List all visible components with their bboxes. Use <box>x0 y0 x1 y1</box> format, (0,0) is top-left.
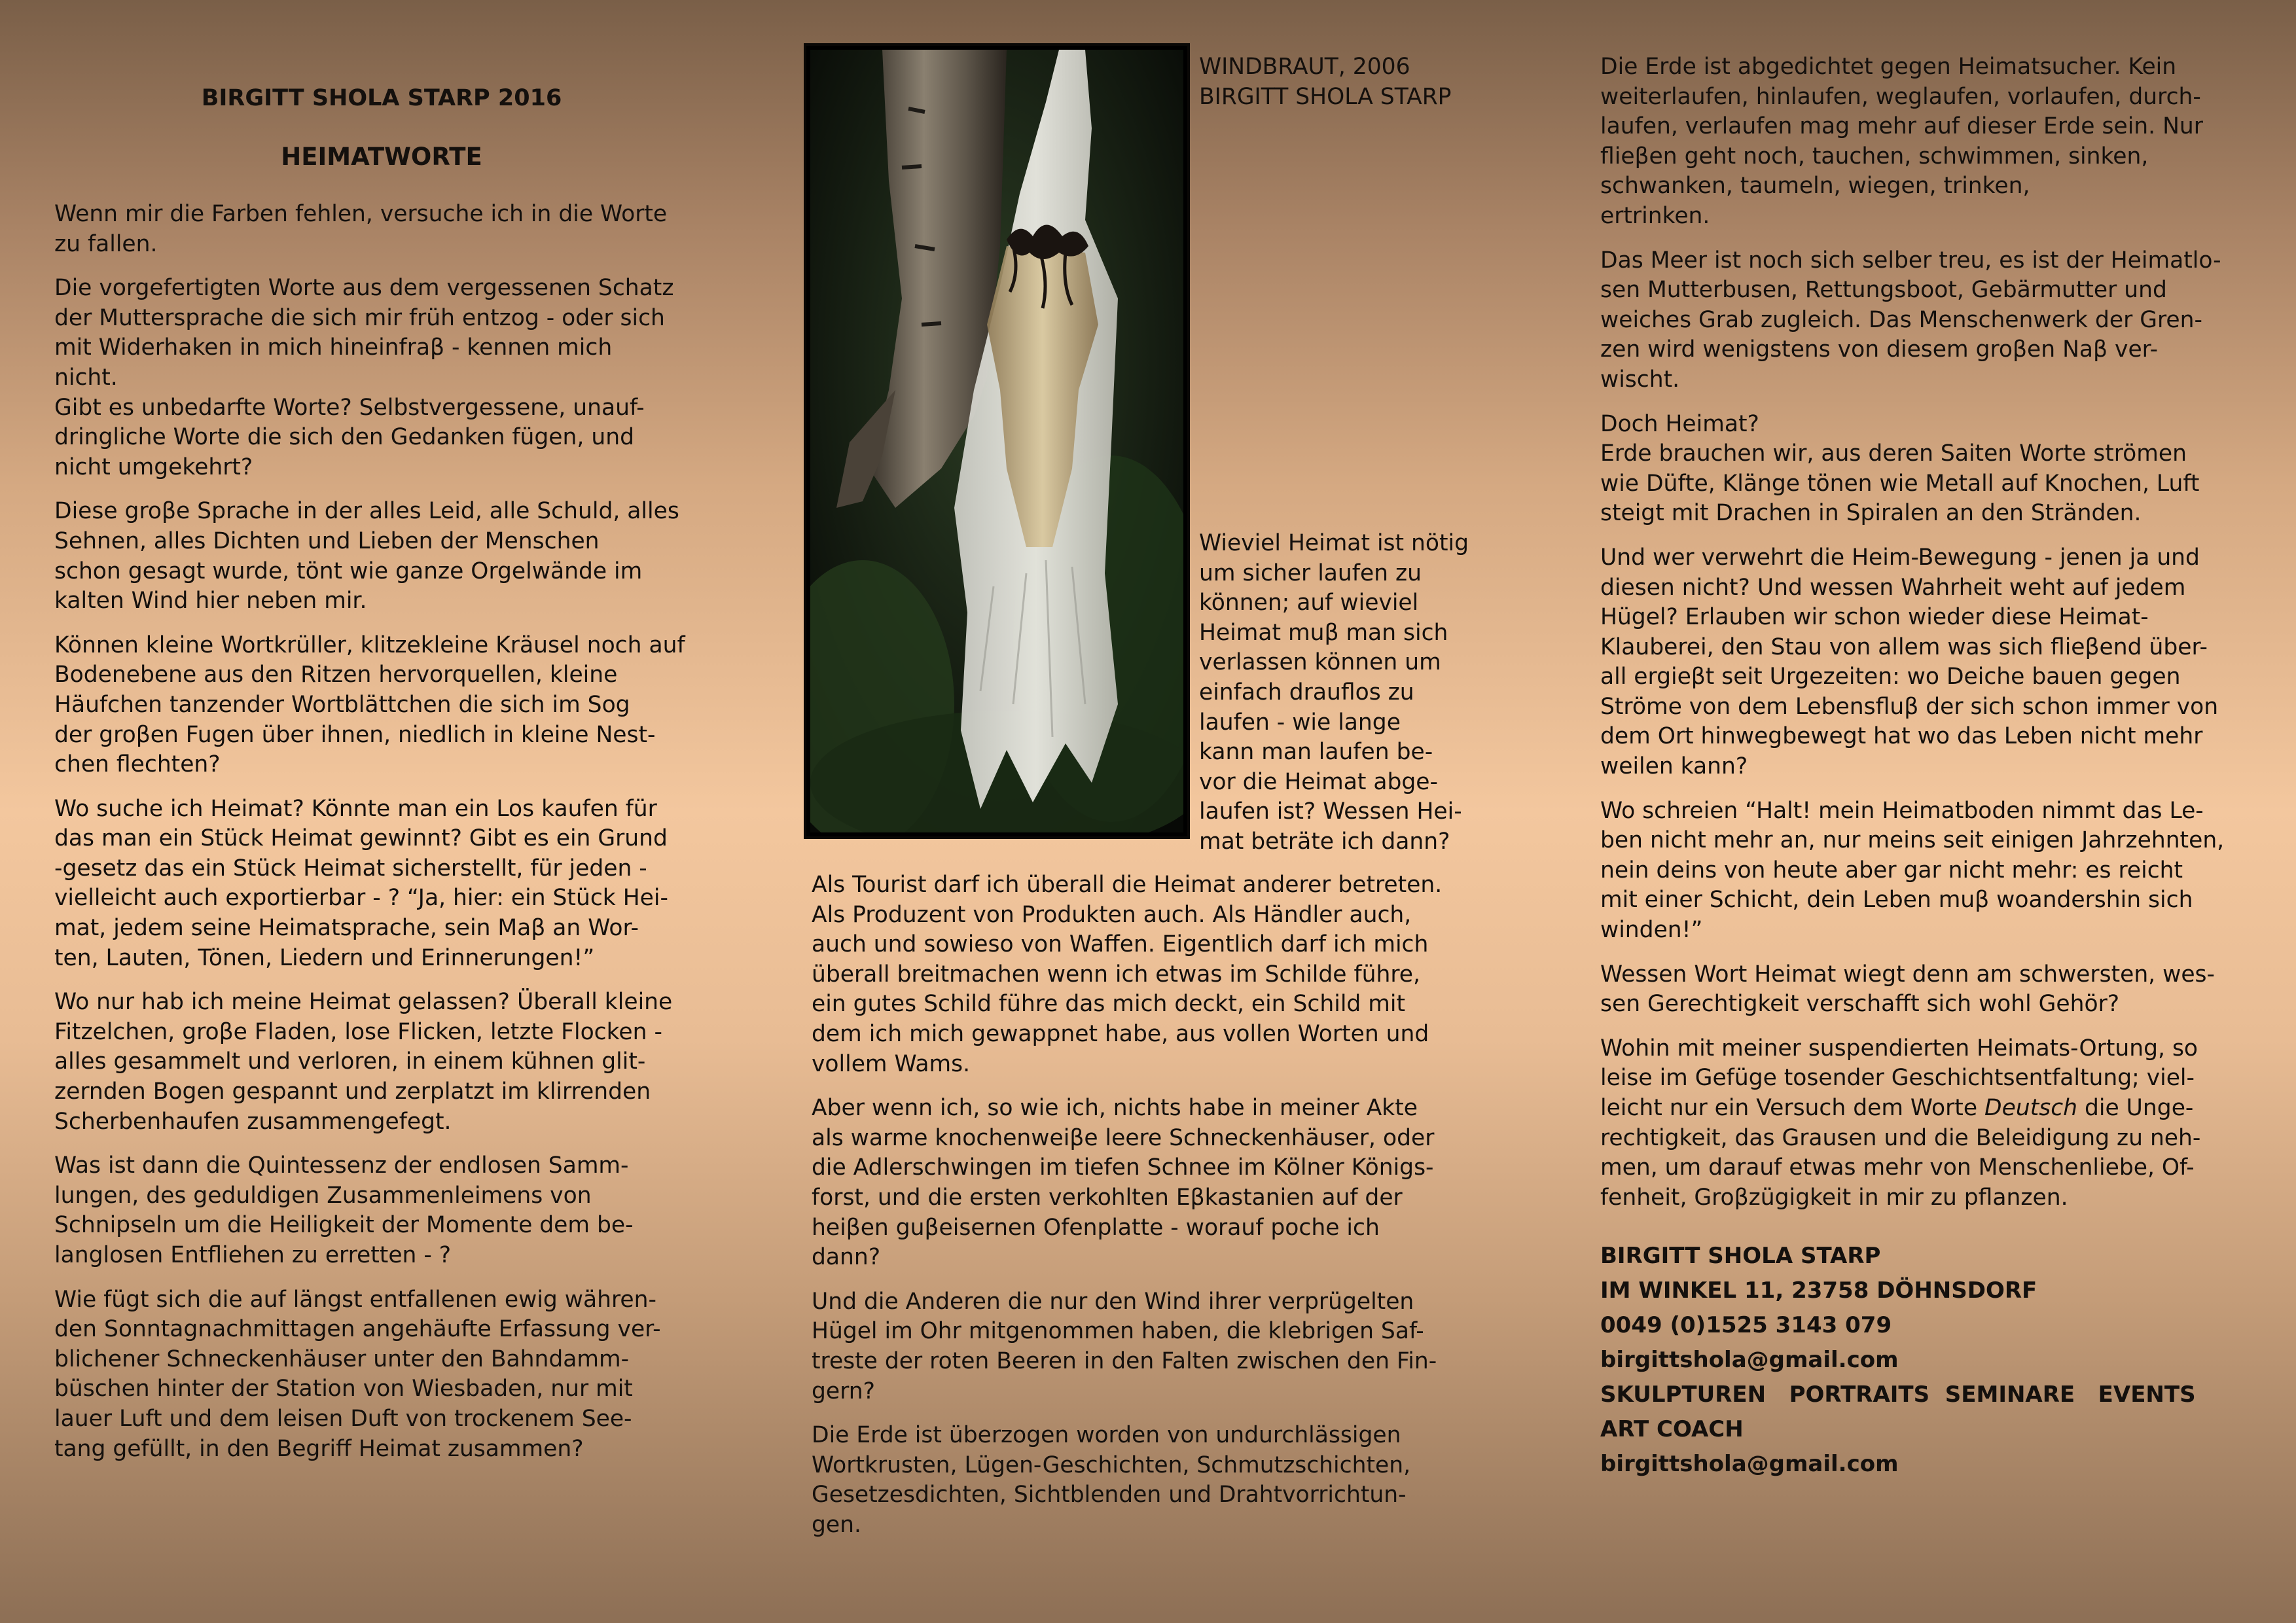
text-line: -gesetz das ein Stück Heimat sicherstellt, für jeden - <box>54 855 647 882</box>
text-line: Wohin mit meiner suspendierten Heimats-Ortung, so <box>1600 1035 2198 1061</box>
text-line: Das Meer ist noch sich selber treu, es ist der Heimatlo- <box>1600 247 2221 274</box>
text-line: gern? <box>812 1378 875 1404</box>
text-line: Wie fügt sich die auf längst entfallenen ewig währen- <box>54 1286 656 1313</box>
paragraph <box>54 631 709 780</box>
text-line: der groβen Fugen über ihnen, niedlich in kleine Nest- <box>54 721 656 748</box>
text-line: mat beträte ich dann? <box>1199 828 1450 855</box>
text-line: einfach drauflos zu <box>1199 679 1414 705</box>
text-line: men, um darauf etwas mehr von Menschenliebe, Of- <box>1600 1154 2195 1181</box>
paragraph <box>54 988 709 1137</box>
contact-phone: 0049 (0)1525 3143 079 <box>1600 1312 1892 1339</box>
text-line: Und wer verwehrt die Heim-Bewegung - jenen ja und <box>1600 544 2200 571</box>
text-line: leise im Gefüge tosender Geschichtsentfaltung; viel- <box>1600 1065 2195 1092</box>
text-line: wischt. <box>1600 366 1680 393</box>
author-year-heading: BIRGITT SHOLA STARP 2016 <box>201 85 562 111</box>
text-line: Doch Heimat? <box>1600 410 1759 437</box>
text-line: ertrinken. <box>1600 202 1710 229</box>
paragraph <box>54 497 709 616</box>
text-line: kann man laufen be- <box>1199 739 1433 766</box>
text-line: um sicher laufen zu <box>1199 560 1422 586</box>
column-left <box>54 85 709 1478</box>
text-line: büschen hinter der Station von Wiesbaden, nur mit <box>54 1376 633 1402</box>
text-line: dem ich mich gewappnet habe, aus vollen Worten und <box>812 1020 1429 1047</box>
text-line: vollem Wams. <box>812 1050 971 1077</box>
text-line: Wenn mir die Farben fehlen, versuche ich in die Worte <box>54 201 668 227</box>
contact-email[interactable]: birgittshola@gmail.com <box>1600 1347 1899 1374</box>
text-line: diesen nicht? Und wessen Wahrheit weht auf jedem <box>1600 574 2186 601</box>
paragraph <box>1600 246 2261 395</box>
caption-artist: BIRGITT SHOLA STARP <box>1199 83 1452 110</box>
contact-name: BIRGITT SHOLA STARP <box>1600 1243 1881 1270</box>
paragraph <box>1600 960 2261 1020</box>
side-paragraph <box>1199 529 1487 857</box>
sculpture-photo <box>804 43 1190 839</box>
text-line: als warme knochenweiβe leere Schneckenhäuser, oder <box>812 1124 1435 1151</box>
text-line: forst, und die ersten verkohlten Eβkastanien auf der <box>812 1184 1403 1211</box>
text-line: schwanken, taumeln, wiegen, trinken, <box>1600 173 2030 200</box>
text-line: mat, jedem seine Heimatsprache, sein Maβ an Wor- <box>54 915 639 942</box>
text-line: Wo nur hab ich meine Heimat gelassen? Überall kleine <box>54 989 673 1016</box>
text-line: weilen kann? <box>1600 753 1748 780</box>
page-title: HEIMATWORTE <box>281 143 482 171</box>
text-line: tang gefüllt, in den Begriff Heimat zusammen? <box>54 1435 584 1462</box>
paragraph <box>54 1151 709 1270</box>
text-line: leicht nur ein Versuch dem Worte Deutsch die Unge- <box>1600 1095 2194 1121</box>
text-line: Die vorgefertigten Worte aus dem vergessenen Schatz <box>54 275 674 302</box>
column-right-paragraphs <box>1600 52 2261 1213</box>
text-line: Gibt es unbedarfte Worte? Selbstvergessene, unauf- <box>54 394 645 421</box>
text-line: rechtigkeit, das Grausen und die Beleidigung zu neh- <box>1600 1124 2201 1151</box>
paragraph <box>1600 52 2261 232</box>
contact-email-secondary[interactable]: birgittshola@gmail.com <box>1600 1451 1899 1478</box>
text-line: Hügel im Ohr mitgenommen haben, die klebrigen Saf- <box>812 1318 1424 1345</box>
paragraph <box>812 1421 1492 1540</box>
text-line: lauer Luft und dem leisen Duft von trockenem See- <box>54 1405 632 1432</box>
paragraph <box>54 1285 709 1465</box>
column-middle-paragraphs <box>812 870 1492 1540</box>
text-line: Schnipseln um die Heiligkeit der Momente dem be- <box>54 1212 634 1239</box>
paragraph <box>812 870 1492 1079</box>
text-line: zen wird wenigstens von diesem groβen Naβ ver- <box>1600 336 2159 363</box>
text-line: Die Erde ist überzogen worden von undurchlässigen <box>812 1422 1401 1449</box>
text-line: Als Tourist darf ich überall die Heimat anderer betreten. <box>812 872 1443 898</box>
text-line: auch und sowieso von Waffen. Eigentlich darf ich mich <box>812 931 1429 958</box>
photo-caption <box>1199 52 1487 112</box>
text-line: steigt mit Drachen in Spiralen an den Stränden. <box>1600 500 2142 527</box>
paragraph <box>54 274 709 482</box>
text-line: verlassen können um <box>1199 649 1441 676</box>
text-line: schon gesagt wurde, tönt wie ganze Orgelwände im <box>54 558 643 584</box>
contact-block <box>1600 1239 2261 1482</box>
text-line: blichener Schneckenhäuser unter den Bahndamm- <box>54 1346 630 1372</box>
text-line: Als Produzent von Produkten auch. Als Händler auch, <box>812 901 1412 928</box>
text-line: chen flechten? <box>54 751 221 778</box>
windbraut-image <box>810 50 1183 832</box>
text-line: kalten Wind hier neben mir. <box>54 588 367 615</box>
text-line: Sehnen, alles Dichten und Lieben der Menschen <box>54 527 600 554</box>
services-list: SKULPTUREN PORTRAITS SEMINARE EVENTS <box>1600 1382 2196 1408</box>
text-line: Wieviel Heimat ist nötig <box>1199 530 1469 556</box>
text-line: nicht. <box>54 364 118 391</box>
text-line: Heimat muβ man sich <box>1199 619 1448 646</box>
caption-title: WINDBRAUT, 2006 <box>1199 54 1410 80</box>
text-line: Wo schreien “Halt! mein Heimatboden nimmt das Le- <box>1600 797 2204 824</box>
text-line: laufen - wie lange <box>1199 709 1401 736</box>
paragraph <box>1600 796 2261 946</box>
text-line: winden!” <box>1600 917 1703 944</box>
text-line: sen Mutterbusen, Rettungsboot, Gebärmutter und <box>1600 277 2167 304</box>
text-line: Ströme von dem Lebensfluβ der sich schon immer von <box>1600 693 2219 720</box>
contact-address: IM WINKEL 11, 23758 DÖHNSDORF <box>1600 1277 2037 1304</box>
text-line: vor die Heimat abge- <box>1199 768 1438 795</box>
paragraph <box>1600 1034 2261 1213</box>
text-line: Was ist dann die Quintessenz der endlosen Samm- <box>54 1152 629 1179</box>
text-line: heiβen guβeisernen Ofenplatte - worauf poche ich <box>812 1214 1380 1241</box>
text-line: Wo suche ich Heimat? Könnte man ein Los kaufen für <box>54 795 657 822</box>
text-line: Häufchen tanzender Wortblättchen die sich im Sog <box>54 691 630 718</box>
text-line: Gesetzesdichten, Sichtblenden und Drahtvorrichtun- <box>812 1482 1407 1508</box>
text-line: laufen, verlaufen mag mehr auf dieser Erde sein. Nur <box>1600 113 2203 140</box>
text-line: weiterlaufen, hinlaufen, weglaufen, vorlaufen, durch- <box>1600 83 2201 110</box>
text-line: das man ein Stück Heimat gewinnt? Gibt es ein Grund <box>54 825 668 852</box>
text-line: der Muttersprache die sich mir früh entzog - oder sich <box>54 304 665 331</box>
paragraph <box>54 200 709 259</box>
text-line: ein gutes Schild führe das mich deckt, ein Schild mit <box>812 991 1406 1018</box>
text-line: Klauberei, den Stau von allem was sich flieβend über- <box>1600 633 2208 660</box>
text-line: Können kleine Wortkrüller, klitzekleine Kräusel noch auf <box>54 632 685 658</box>
text-line: den Sonntagnachmittagen angehäufte Erfassung ver- <box>54 1316 661 1343</box>
text-line: Wessen Wort Heimat wiegt denn am schwersten, wes- <box>1600 961 2215 988</box>
text-line: dem Ort hinwegbewegt hat wo das Leben nicht mehr <box>1600 723 2203 750</box>
text-line: zernden Bogen gespannt und zerplatzt im klirrenden <box>54 1079 651 1105</box>
paragraph <box>54 794 709 974</box>
paragraph <box>1600 410 2261 529</box>
column-left-paragraphs <box>54 200 709 1464</box>
text-line: Aber wenn ich, so wie ich, nichts habe in meiner Akte <box>812 1095 1418 1122</box>
text-line: zu fallen. <box>54 230 158 257</box>
text-line: dringliche Worte die sich den Gedanken fügen, und <box>54 424 634 451</box>
text-line: alles gesammelt und verloren, in einem kühnen glit- <box>54 1048 646 1075</box>
column-middle <box>812 870 1492 1554</box>
text-line: Erde brauchen wir, aus deren Saiten Worte strömen <box>1600 440 2187 467</box>
text-line: Bodenebene aus den Ritzen hervorquellen, kleine <box>54 662 618 688</box>
text-line: Wortkrusten, Lügen-Geschichten, Schmutzschichten, <box>812 1452 1411 1478</box>
text-line: lungen, des geduldigen Zusammenleimens von <box>54 1182 592 1209</box>
text-line: ben nicht mehr an, nur meins seit einigen Jahrzehnten, <box>1600 827 2225 854</box>
text-line: Und die Anderen die nur den Wind ihrer verprügelten <box>812 1288 1414 1315</box>
text-line: Die Erde ist abgedichtet gegen Heimatsucher. Kein <box>1600 54 2177 80</box>
text-line: all ergieβt seit Urgezeiten: wo Deiche bauen gegen <box>1600 664 2181 690</box>
text-line: Fitzelchen, groβe Fladen, lose Flicken, letzte Flocken - <box>54 1018 662 1045</box>
text-line: dann? <box>812 1244 881 1271</box>
text-line: gen. <box>812 1511 861 1538</box>
text-line: die Adlerschwingen im tiefen Schnee im Kölner Königs- <box>812 1154 1434 1181</box>
art-coach-label: ART COACH <box>1600 1416 1744 1443</box>
text-line: Diese groβe Sprache in der alles Leid, alle Schuld, alles <box>54 498 679 525</box>
text-line: überall breitmachen wenn ich etwas im Schilde führe, <box>812 961 1420 988</box>
text-line: vielleicht auch exportierbar - ? “Ja, hier: ein Stück Hei- <box>54 885 668 912</box>
text-line: ten, Lauten, Tönen, Liedern und Erinnerungen!” <box>54 944 595 971</box>
text-line: langlosen Entfliehen zu erretten - ? <box>54 1242 452 1268</box>
text-line: laufen ist? Wessen Hei- <box>1199 798 1462 825</box>
column-right <box>1600 52 2261 1482</box>
emphasis: Deutsch <box>1984 1095 2078 1121</box>
text-line: mit Widerhaken in mich hineinfraβ - kennen mich <box>54 334 613 361</box>
text-line: flieβen geht noch, tauchen, schwimmen, sinken, <box>1600 143 2149 169</box>
text-line: Hügel? Erlauben wir schon wieder diese Heimat- <box>1600 604 2149 631</box>
text-line: nicht umgekehrt? <box>54 454 253 480</box>
text-line: sen Gerechtigkeit verschafft sich wohl Gehör? <box>1600 991 2120 1018</box>
paragraph <box>1600 543 2261 782</box>
text-line: wie Düfte, Klänge tönen wie Metall auf Knochen, Luft <box>1600 470 2200 497</box>
paragraph <box>812 1094 1492 1273</box>
text-line: können; auf wieviel <box>1199 590 1419 616</box>
photo-side-text <box>1199 529 1487 872</box>
text-line: mit einer Schicht, dein Leben muβ woandershin sich <box>1600 887 2193 914</box>
text-line: treste der roten Beeren in den Falten zwischen den Fin- <box>812 1347 1437 1374</box>
text-line: Scherbenhaufen zusammengefegt. <box>54 1108 452 1135</box>
text-line: weiches Grab zugleich. Das Menschenwerk der Gren- <box>1600 306 2202 333</box>
text-line: fenheit, Groβzügigkeit in mir zu pflanzen. <box>1600 1184 2068 1211</box>
paragraph <box>812 1287 1492 1406</box>
text-line: nein deins von heute aber gar nicht mehr: es reicht <box>1600 857 2183 883</box>
